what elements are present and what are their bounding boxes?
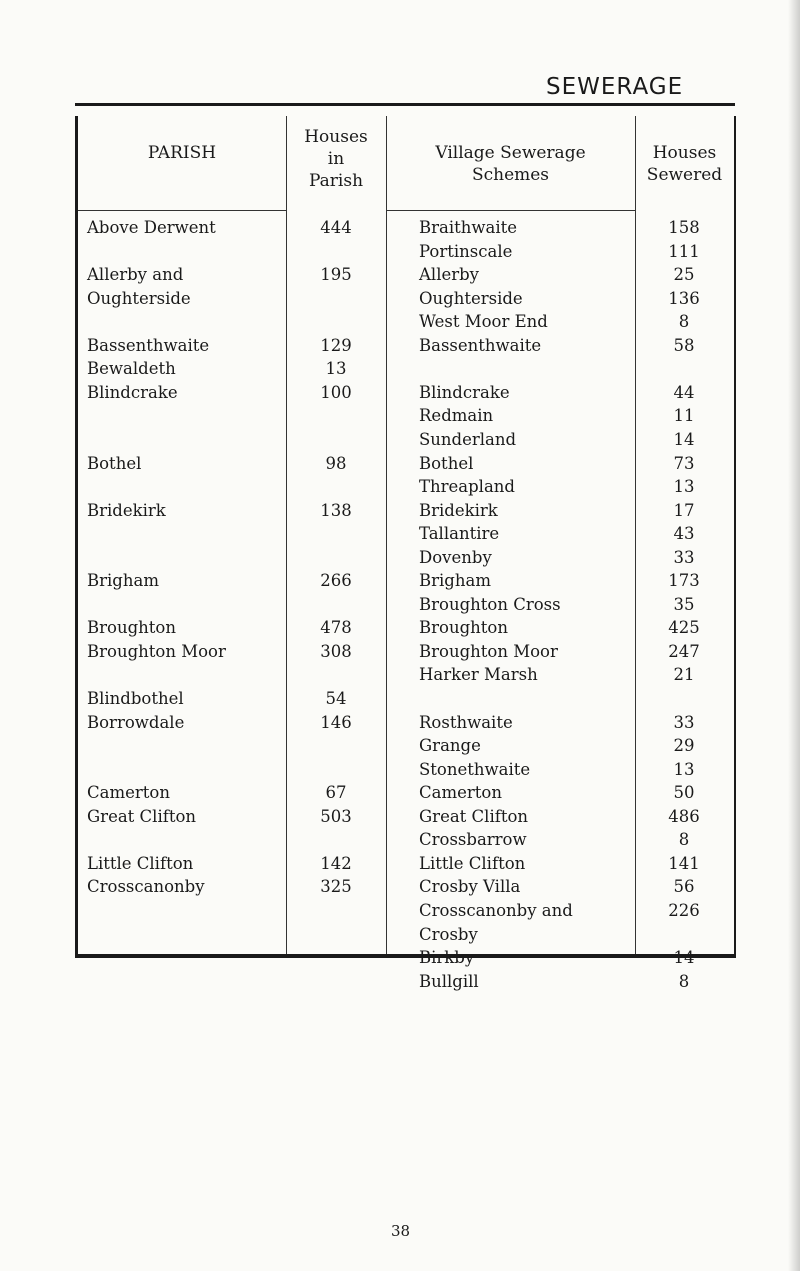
houses-sewered-cell: 141 [668,853,700,873]
table-row [75,382,736,404]
houses-sewered-cell: 50 [673,783,695,803]
village-cell: Broughton [419,618,508,638]
header-line: Parish [308,171,364,191]
houses-in-parish-cell: 142 [320,853,352,873]
table-row [75,688,736,710]
houses-sewered-cell: 111 [668,241,700,261]
parish-cell: Allerby and [87,265,184,285]
table-row [75,476,736,498]
houses-sewered-cell: 486 [668,806,700,826]
houses-sewered-cell: 247 [668,641,700,661]
parish-cell: Brigham [87,571,159,591]
page-number: 38 [391,1222,411,1240]
table-row [75,547,736,569]
header-line: in [327,149,345,169]
parish-cell: Little Clifton [87,853,194,873]
village-cell: Birkby [419,948,475,968]
table-row [75,829,736,851]
village-cell: Bullgill [419,971,479,991]
houses-in-parish-cell: 444 [320,218,352,237]
village-cell: Crosby Villa [419,877,521,897]
houses-sewered-cell: 136 [668,288,700,308]
village-cell: Camerton [419,783,502,803]
houses-sewered-cell: 43 [673,524,695,544]
parish-cell: Broughton Moor [87,641,226,661]
table-row [75,217,736,239]
table-row [75,335,736,357]
houses-sewered-cell: 44 [673,382,695,402]
village-cell: Blindcrake [419,382,510,402]
village-cell: Redmain [419,406,494,426]
parish-cell: Borrowdale [87,712,185,732]
table-row [75,500,736,522]
houses-sewered-cell: 29 [673,736,695,756]
title-rule [75,103,735,106]
table-row [75,288,736,310]
header-houses-in-parish [286,126,386,192]
houses-sewered-cell: 14 [673,948,695,968]
table-row [75,264,736,286]
parish-cell: Crosscanonby [87,877,205,897]
houses-sewered-cell: 35 [673,594,695,614]
parish-cell: Oughterside [87,288,191,308]
houses-sewered-cell: 21 [673,665,695,685]
houses-in-parish-cell: 100 [320,382,352,402]
houses-in-parish-cell: 195 [320,265,352,285]
header-line: Houses [652,143,717,163]
header-rule [78,210,286,211]
village-cell: Stonethwaite [419,759,531,779]
page-title: SEWERAGE [546,74,684,100]
houses-sewered-cell: 8 [678,971,690,991]
header-line: Sewered [646,165,723,185]
table-row [75,429,736,451]
table-row [75,641,736,663]
table-row [75,712,736,734]
table-row [75,664,736,686]
houses-sewered-cell: 73 [673,453,695,473]
village-cell: Rosthwaite [419,712,513,732]
houses-in-parish-cell: 129 [320,335,352,355]
houses-in-parish-cell: 266 [320,571,352,591]
village-cell: Little Clifton [419,853,526,873]
houses-sewered-cell: 425 [668,618,700,638]
header-parish: PARISH [147,143,217,163]
header-rule [386,210,635,211]
village-cell: Allerby [419,265,480,285]
header-village-schemes [386,142,635,186]
table-row [75,311,736,333]
table-row [75,735,736,757]
village-cell: Tallantire [419,524,500,544]
houses-sewered-cell: 13 [673,759,695,779]
table-row [75,617,736,639]
houses-sewered-cell: 33 [673,712,695,732]
houses-in-parish-cell: 67 [325,783,347,803]
houses-in-parish-cell: 138 [320,500,352,520]
parish-cell: Camerton [87,783,170,803]
table-row [75,947,736,969]
header-line: Houses [304,127,368,147]
village-cell: Threapland [419,477,515,497]
houses-in-parish-cell: 308 [320,641,352,661]
table-row [75,924,736,946]
village-cell: Broughton Cross [419,594,561,614]
parish-cell: Bridekirk [87,500,166,520]
village-cell: Dovenby [419,547,492,567]
houses-in-parish-cell: 503 [320,806,352,826]
village-cell: Grange [419,736,481,756]
houses-sewered-cell: 226 [668,900,700,920]
village-cell: Harker Marsh [419,665,538,685]
table-row [75,876,736,898]
houses-in-parish-cell: 13 [325,359,347,379]
houses-in-parish-cell: 54 [325,689,347,708]
houses-in-parish-cell: 98 [325,453,347,473]
village-cell: Sunderland [419,429,517,449]
village-cell: West Moor End [419,312,548,332]
table-row [75,853,736,875]
parish-cell: Bassenthwaite [87,335,210,355]
parish-cell: Blindcrake [87,382,178,402]
village-cell: Crosby [419,924,478,944]
village-cell: Portinscale [419,241,513,261]
village-cell: Oughterside [419,288,523,308]
parish-cell: Bothel [87,453,142,473]
table-row [75,594,736,616]
village-cell: Bridekirk [419,500,498,520]
table-row [75,405,736,427]
table-row [75,806,736,828]
houses-sewered-cell: 58 [673,335,695,355]
houses-sewered-cell: 11 [673,406,695,426]
parish-cell: Great Clifton [87,806,197,826]
houses-sewered-cell: 13 [673,477,695,497]
houses-sewered-cell: 8 [678,830,690,850]
table-row [75,971,736,993]
village-cell: Crosscanonby and [419,900,573,920]
parish-cell: Blindbothel [87,689,184,708]
houses-sewered-cell: 17 [673,500,695,520]
table-row [75,358,736,380]
parish-cell: Bewaldeth [87,359,176,379]
header-line: Village Sewerage [435,143,586,163]
village-cell: Brigham [419,571,491,591]
houses-sewered-cell: 14 [673,429,695,449]
table-row [75,782,736,804]
page-edge-shadow [788,0,800,1271]
header-houses-sewered [635,142,734,186]
table-row [75,570,736,592]
houses-in-parish-cell: 325 [320,877,352,897]
village-cell: Crossbarrow [419,830,527,850]
village-cell: Bothel [419,453,474,473]
houses-in-parish-cell: 478 [320,618,352,638]
houses-sewered-cell: 173 [668,571,700,591]
table-row [75,523,736,545]
village-cell: Braithwaite [419,218,518,237]
village-cell: Broughton Moor [419,641,558,661]
sewerage-table [75,116,736,991]
table-row [75,241,736,263]
village-cell: Great Clifton [419,806,529,826]
header-line: Schemes [471,165,550,185]
table-row [75,759,736,781]
houses-in-parish-cell: 146 [320,712,352,732]
houses-sewered-cell: 25 [673,265,695,285]
parish-cell: Above Derwent [87,218,216,237]
parish-cell: Broughton [87,618,176,638]
houses-sewered-cell: 158 [668,218,700,237]
houses-sewered-cell: 56 [673,877,695,897]
houses-sewered-cell: 33 [673,547,695,567]
table-row [75,453,736,475]
table-row [75,900,736,922]
village-cell: Bassenthwaite [419,335,542,355]
houses-sewered-cell: 8 [678,312,690,332]
